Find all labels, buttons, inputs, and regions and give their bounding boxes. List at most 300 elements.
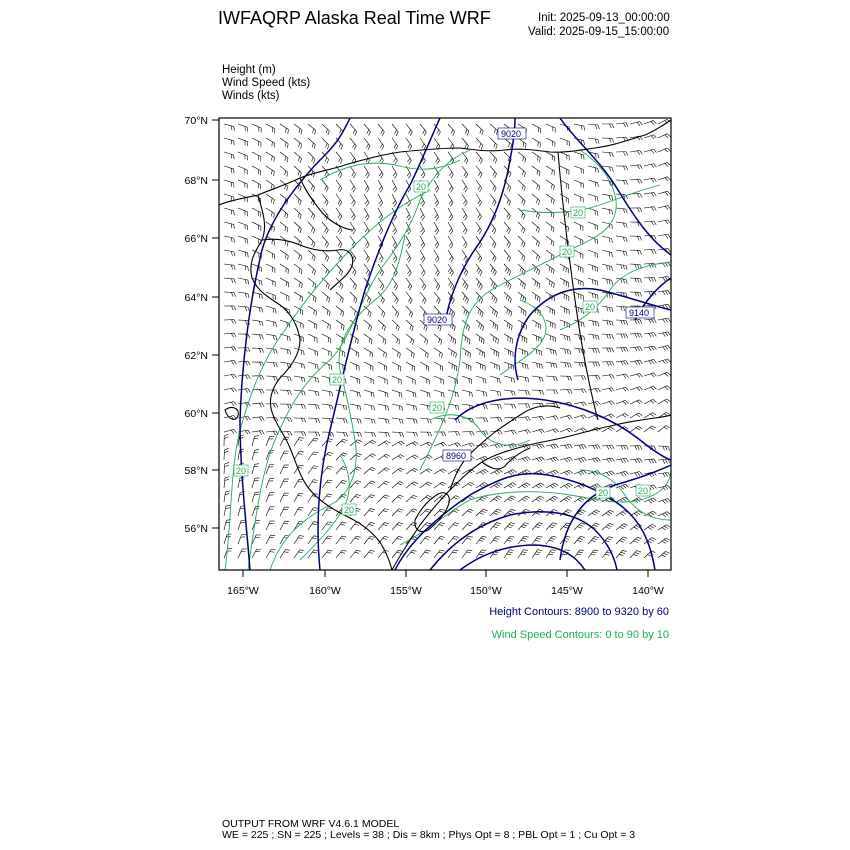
wind-barb-feather: [551, 525, 555, 526]
wind-barb-feather: [636, 428, 640, 430]
wind-barb-feather: [312, 510, 316, 511]
wind-barb-feather: [413, 495, 417, 497]
wind-barb-feather: [584, 349, 585, 353]
wind-barb-feather: [525, 430, 528, 434]
wind-barb: [280, 521, 285, 530]
wind-barb-feather: [595, 389, 598, 393]
height-contour: [445, 118, 515, 325]
wind-barb-feather: [623, 279, 624, 283]
lon-label: 140°W: [632, 585, 664, 597]
wind-barb-feather: [385, 419, 386, 423]
model-info: OUTPUT FROM WRF V4.6.1 MODEL: [222, 818, 400, 830]
wind-barb-feather: [495, 538, 499, 539]
wind-barb-feather: [271, 170, 272, 174]
wind-barb-feather: [637, 278, 639, 282]
wind-barb: [420, 348, 428, 354]
wind-barb-feather: [520, 281, 521, 285]
wind-barb-feather: [353, 284, 355, 288]
wind-barb: [294, 124, 302, 130]
wind-barb-feather: [553, 242, 554, 246]
wind-barb-feather: [480, 286, 482, 290]
wind-barb-feather: [507, 200, 509, 204]
wind-barb-feather: [465, 202, 468, 206]
wind-barb: [308, 536, 314, 544]
longitude-axis: [227, 570, 664, 597]
wind-barb-feather: [623, 334, 625, 338]
wind-barb-feather: [520, 267, 521, 271]
wind-barb: [224, 506, 226, 516]
wind-barb-feather: [426, 327, 428, 331]
wind-barb-feather: [665, 446, 667, 450]
wind-barb: [490, 194, 496, 202]
wind-barb-feather: [593, 335, 594, 339]
wind-barb-feather: [355, 286, 357, 290]
wind-barb: [378, 418, 388, 419]
wind-barb-feather: [245, 320, 247, 324]
wind-barb-feather: [352, 186, 354, 190]
wind-barb-feather: [538, 536, 542, 537]
wind-barb-feather: [372, 454, 376, 456]
wind-barb: [490, 152, 497, 159]
wind-barb-feather: [299, 282, 300, 286]
wind-barb-feather: [325, 172, 327, 176]
wind-barb-feather: [338, 214, 340, 218]
wind-barb-feather: [332, 405, 333, 409]
wind-barb-feather: [312, 255, 313, 259]
wind-barb-feather: [479, 337, 480, 341]
wind-barb-feather: [329, 392, 330, 396]
wind-barb-feather: [413, 443, 416, 446]
wind-barb-feather: [300, 215, 301, 219]
wind-barb-feather: [245, 417, 248, 421]
wind-barb-feather: [449, 228, 452, 232]
wind-barb-feather: [612, 375, 614, 379]
wind-barb-feather: [540, 143, 541, 147]
wind-barb-feather: [396, 286, 398, 290]
wind-barb-feather: [549, 540, 553, 541]
wind-barb-feather: [300, 550, 304, 551]
wind-barb: [266, 208, 274, 213]
wind-barb-feather: [570, 457, 573, 460]
wind-barb-feather: [354, 258, 356, 262]
wind-barb-feather: [480, 552, 484, 553]
wind-barb-feather: [342, 536, 346, 537]
wind-barb-feather: [654, 359, 657, 363]
wind-barb-feather: [522, 552, 526, 553]
wind-barb-feather: [650, 539, 654, 541]
wind-barb-feather: [512, 496, 516, 498]
wind-barb: [420, 536, 426, 544]
wind-barb: [434, 138, 440, 146]
wind-barb-feather: [598, 125, 599, 129]
wind-barb-feather: [300, 296, 301, 300]
yukon-border: [558, 152, 598, 420]
wind-barb: [462, 180, 467, 188]
wind-barb-feather: [637, 320, 639, 324]
wind-barb-feather: [507, 242, 509, 246]
wind-barb: [434, 418, 444, 419]
wind-barb: [644, 207, 654, 208]
wind-barb-feather: [245, 307, 246, 311]
wind-barb-feather: [411, 313, 413, 317]
wind-barb: [252, 478, 255, 488]
wind-barb-feather: [353, 129, 355, 133]
wind-barb-feather: [314, 438, 318, 439]
wind-barb-feather: [483, 470, 487, 473]
wind-barb: [350, 138, 356, 146]
wind-barb-feather: [482, 131, 484, 135]
wind-barb-feather: [399, 340, 400, 344]
wind-barb-feather: [436, 259, 439, 263]
wind-barb: [588, 250, 597, 253]
wind-barb-feather: [346, 419, 347, 423]
wind-barb: [280, 166, 288, 172]
wind-barb-feather: [623, 180, 625, 184]
wind-barb-feather: [607, 472, 610, 475]
wind-barb-feather: [650, 427, 654, 429]
wind-barb-feather: [509, 311, 510, 315]
wind-barb-feather: [273, 349, 274, 353]
wind-barb: [420, 376, 429, 380]
wind-barb-feather: [535, 295, 536, 299]
wind-barb: [238, 222, 247, 225]
wind-barb-feather: [394, 203, 397, 207]
wind-barb-feather: [332, 432, 334, 436]
wind-barb-feather: [623, 265, 624, 269]
wind-barb: [294, 507, 299, 516]
wind-barb-feather: [326, 510, 330, 511]
wind-barb-feather: [607, 362, 609, 366]
wind-barb-feather: [332, 392, 333, 396]
wind-barb-feather: [496, 536, 500, 537]
wind-barb: [364, 334, 372, 340]
wind-barb: [532, 180, 540, 186]
wind-barb-feather: [652, 524, 656, 526]
wind-barb-feather: [626, 252, 627, 256]
wind-barb-feather: [595, 362, 597, 366]
wind-barb-feather: [514, 391, 515, 395]
wind-barb-feather: [541, 470, 544, 473]
wind-barb: [364, 495, 371, 502]
wind-barb-feather: [495, 511, 499, 513]
wind-barb-feather: [550, 552, 554, 553]
wind-barb-feather: [318, 392, 319, 396]
wind-barb-feather: [651, 179, 654, 183]
wind-barb-feather: [402, 419, 403, 423]
wind-barb-feather: [565, 363, 566, 367]
wind-barb-feather: [435, 256, 438, 260]
wind-barb-feather: [598, 375, 600, 379]
wind-barb-feather: [393, 172, 396, 176]
wind-barb: [364, 362, 373, 366]
wind-barb-feather: [648, 500, 651, 503]
wind-barb-feather: [270, 552, 274, 553]
wind-barb-feather: [609, 266, 610, 270]
wind-barb-feather: [667, 177, 670, 180]
wind-barb-feather: [593, 445, 595, 449]
wind-barb-feather: [636, 512, 640, 514]
wind-barb-feather: [626, 445, 628, 449]
wind-barb-feather: [354, 311, 355, 315]
wind-barb: [588, 138, 598, 139]
wind-barb: [448, 124, 455, 131]
wind-barb-feather: [612, 210, 613, 214]
wind-barb-feather: [393, 229, 396, 233]
wind-barb-feather: [609, 321, 610, 325]
wind-barb-feather: [663, 446, 665, 450]
wind-barb: [378, 495, 385, 502]
wind-barb-feather: [550, 486, 554, 489]
wind-barb-feather: [355, 496, 359, 497]
wind-barb: [574, 124, 584, 126]
wind-barb-feather: [524, 173, 525, 177]
wind-barb-feather: [450, 310, 452, 314]
wind-barb-feather: [327, 244, 329, 248]
wind-barb-feather: [407, 158, 409, 162]
wind-barb-feather: [316, 311, 317, 315]
wind-barb: [266, 549, 271, 558]
wind-barb-feather: [411, 511, 415, 513]
wind-barb-feather: [653, 386, 656, 389]
wind-barb-feather: [327, 310, 328, 314]
wind-barb: [532, 429, 542, 432]
wind-barb-feather: [507, 256, 509, 260]
wind-barb-feather: [366, 217, 369, 221]
wind-barb-feather: [497, 523, 501, 524]
wind-barb-feather: [626, 458, 629, 462]
wind-barb-feather: [360, 433, 362, 437]
wind-barb: [308, 390, 318, 392]
wind-barb-feather: [481, 538, 485, 539]
wind-barb: [266, 124, 275, 129]
wind-barb-feather: [299, 268, 300, 272]
wind-barb-feather: [637, 459, 639, 463]
wind-barb-feather: [579, 362, 581, 366]
wind-barb-feather: [271, 198, 272, 202]
wind-barb-feather: [622, 512, 626, 514]
wind-barb-feather: [410, 300, 412, 304]
wind-barb-feather: [231, 333, 233, 337]
wind-barb-feather: [536, 241, 537, 245]
wind-barb-feather: [255, 492, 259, 493]
wind-barb: [322, 348, 331, 352]
wind-barb: [364, 124, 371, 132]
wind-barb: [378, 550, 384, 558]
wind-barb-feather: [665, 373, 668, 376]
wind-barb: [630, 165, 640, 166]
wind-barb-feather: [427, 419, 428, 423]
wind-barb-feather: [422, 245, 425, 249]
wind-barb-feather: [509, 324, 510, 328]
wind-barb: [294, 536, 299, 544]
wind-barb-feather: [621, 446, 623, 450]
wind-barb-feather: [231, 140, 232, 144]
wind-barb: [392, 348, 400, 354]
wind-barb-feather: [397, 497, 401, 499]
height-contours: [240, 118, 671, 570]
wind-barb-feather: [399, 419, 400, 423]
wind-barb-feather: [366, 172, 368, 176]
wind-barb-feather: [369, 552, 373, 553]
wind-barb-feather: [552, 170, 553, 174]
wind-barb-feather: [623, 401, 626, 404]
wind-barb-feather: [651, 347, 654, 351]
wind-barb-feather: [635, 361, 638, 365]
wind-barb-feather: [271, 549, 275, 550]
wind-barb-feather: [327, 297, 328, 301]
wind-barb-feather: [483, 509, 487, 511]
wind-barb-feather: [285, 550, 289, 551]
chart-title: IWFAQRP Alaska Real Time WRF: [218, 8, 491, 28]
wind-barb-feather: [549, 526, 553, 527]
wind-barb: [462, 404, 472, 405]
wind-barb-feather: [569, 470, 572, 473]
wind-barb-feather: [636, 414, 640, 417]
wind-barb-feather: [527, 483, 531, 486]
wind-barb: [364, 440, 372, 446]
wind-contour: [400, 470, 671, 545]
wind-barb-feather: [626, 279, 627, 283]
wind-barb-feather: [486, 431, 488, 435]
wind-barb-feather: [248, 416, 251, 420]
wind-barb-feather: [385, 340, 386, 344]
wind-barb-feather: [259, 417, 261, 421]
wind-barb: [462, 236, 467, 244]
wind-barb-feather: [566, 498, 570, 500]
wind-barb-feather: [388, 419, 389, 423]
wind-barb-feather: [231, 196, 232, 200]
wind-barb-feather: [394, 144, 396, 148]
wind-barb-feather: [523, 458, 526, 461]
wind-barb-feather: [595, 125, 596, 129]
wind-barb-feather: [640, 150, 642, 154]
wind-barb-feather: [492, 295, 494, 299]
wind-barb-feather: [640, 122, 643, 126]
wind-barb-feather: [383, 497, 387, 499]
wind-barb-feather: [436, 158, 438, 162]
wind-barb-feather: [495, 324, 496, 328]
wind-barb: [322, 418, 332, 419]
wind-barb-feather: [367, 244, 370, 248]
wind-barb-feather: [259, 321, 260, 325]
wind-barb: [266, 180, 274, 186]
wind-barb-feather: [637, 179, 639, 183]
wind-barb-feather: [667, 525, 671, 528]
wind-barb-feather: [640, 165, 642, 169]
wind-barb: [336, 306, 344, 312]
wind-barb-feather: [624, 524, 628, 526]
wind-barb-feather: [583, 415, 586, 418]
wind-barb-feather: [665, 332, 668, 336]
wind-barb-feather: [640, 292, 642, 296]
wind-barb-feather: [352, 172, 354, 176]
wind-barb-feather: [262, 308, 263, 312]
wind-barb-feather: [440, 536, 444, 537]
wind-barb-feather: [553, 214, 554, 218]
wind-barb-feather: [380, 203, 383, 207]
wind-barb-feather: [651, 459, 653, 463]
wind-barb-feather: [508, 230, 510, 234]
wind-barb-feather: [397, 552, 401, 553]
wind-barb-feather: [537, 185, 538, 189]
wind-barb: [294, 222, 301, 229]
wind-barb-feather: [370, 352, 371, 356]
wind-barb-feather: [611, 414, 614, 417]
wind-barb-feather: [654, 346, 657, 350]
wind-barb-feather: [365, 186, 368, 190]
wind-barb-feather: [537, 525, 541, 526]
wind-barb-feather: [469, 509, 473, 511]
wind-barb: [252, 208, 261, 213]
wind-barb: [308, 250, 315, 257]
wind-barb-feather: [231, 210, 232, 214]
legend-winds: Winds (kts): [222, 90, 280, 102]
wind-barb: [280, 152, 288, 158]
wind-barb: [252, 492, 255, 502]
wind-barb: [322, 404, 332, 405]
wind-barb-feather: [231, 224, 232, 228]
wind-barb-feather: [259, 362, 261, 366]
wind-barb-feather: [430, 393, 431, 397]
wind-barb: [406, 362, 415, 367]
wind-barb: [308, 494, 313, 502]
wind-barb-feather: [639, 387, 642, 390]
wind-barb-feather: [231, 279, 232, 283]
wind-barb: [434, 469, 442, 474]
wind-barb-feather: [579, 538, 583, 539]
wind-barb-feather: [541, 457, 544, 460]
wind-barb: [294, 194, 301, 201]
wind-barb-feather: [315, 364, 316, 368]
wind-barb-feather: [383, 511, 387, 512]
wind-barb: [616, 137, 626, 138]
wind-barb: [392, 509, 399, 516]
wind-barb-feather: [318, 432, 320, 436]
wind-barb-feather: [436, 284, 438, 288]
wind-barb-feather: [346, 432, 348, 436]
wind-barb-feather: [480, 311, 482, 315]
wind-barb-feather: [304, 391, 305, 395]
wind-barb-feather: [467, 300, 469, 304]
wind-barb: [238, 535, 242, 544]
wind-barb-feather: [466, 311, 468, 315]
wind-barb: [364, 376, 373, 380]
wind-barb-feather: [339, 144, 341, 148]
wind-barb: [406, 495, 413, 502]
wind-barb-feather: [623, 485, 626, 488]
wind-barb-feather: [566, 240, 567, 244]
wind-barb: [252, 180, 261, 185]
wind-barb: [322, 264, 329, 271]
wind-barb-feather: [538, 229, 539, 233]
wind-barb-feather: [248, 307, 249, 311]
wind-barb-feather: [234, 265, 235, 269]
wind-barb-feather: [541, 483, 545, 486]
wind-barb-feather: [654, 164, 657, 168]
wind-barb-feather: [579, 445, 581, 449]
wind-barb-feather: [450, 217, 453, 221]
wind-barb: [238, 264, 248, 266]
wind-barb-feather: [464, 309, 466, 313]
wind-barb-feather: [509, 538, 513, 539]
wind-barb-feather: [395, 311, 397, 315]
wind-barb-feather: [509, 271, 511, 275]
wind-barb-feather: [466, 286, 468, 290]
wind-barb-feather: [570, 389, 572, 393]
wind-barb-feather: [436, 245, 439, 249]
wind-barb-feather: [458, 432, 460, 436]
wind-barb-feather: [338, 242, 340, 246]
